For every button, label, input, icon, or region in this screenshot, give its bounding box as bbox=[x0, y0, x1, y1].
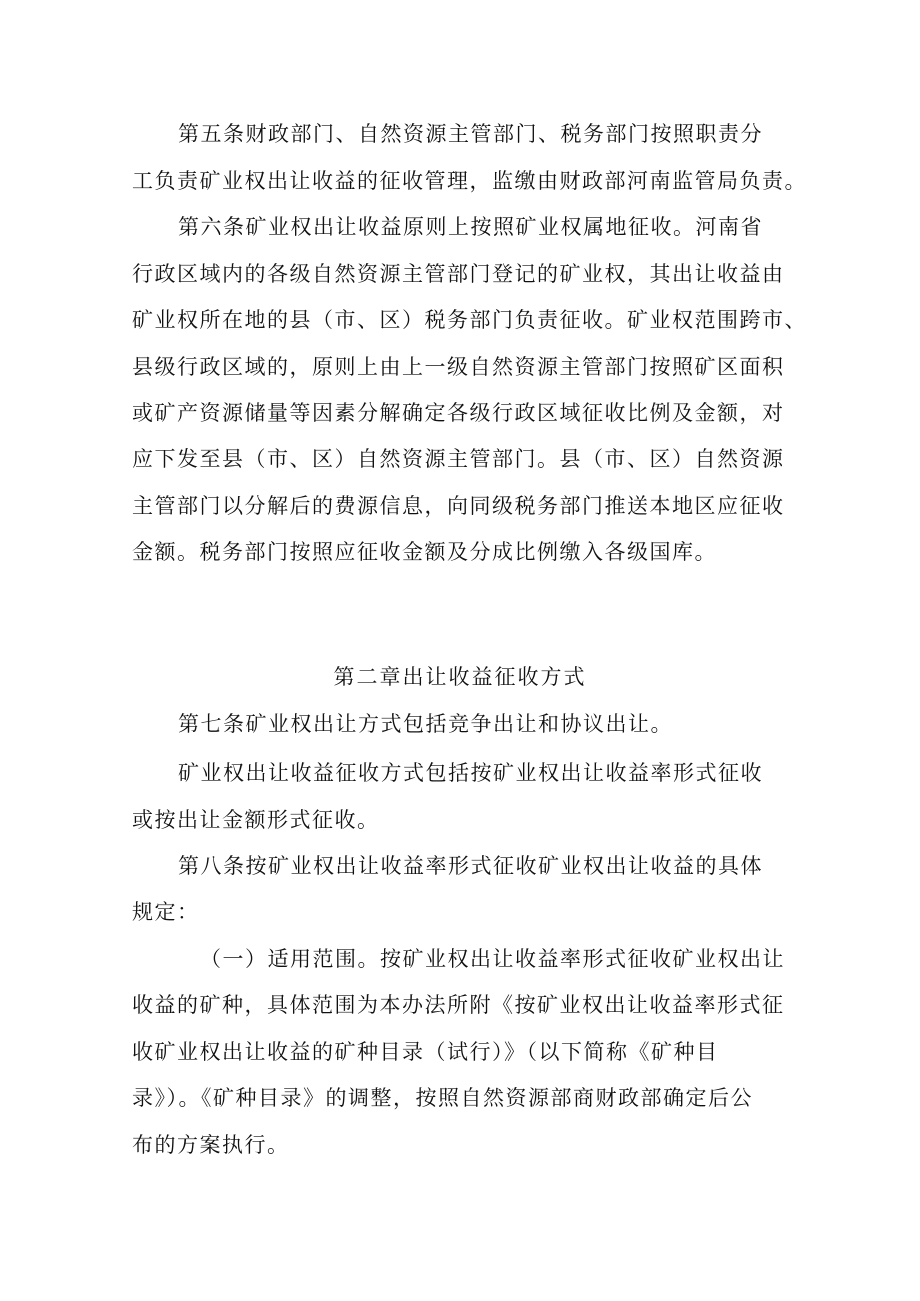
article-6-line-7: 主管部门以分解后的费源信息，向同级税务部门推送本地区应征收 bbox=[132, 494, 785, 518]
item-1-line-2: 收益的矿种，具体范围为本办法所附《按矿业权出让收益率形式征 bbox=[132, 993, 785, 1017]
article-6-line-6: 应下发至县（市、区）自然资源主管部门。县（市、区）自然资源 bbox=[132, 447, 785, 471]
article-6-line-8: 金额。税务部门按照应征收金额及分成比例缴入各级国库。 bbox=[132, 540, 717, 564]
article-6-line-1: 第六条矿业权出让收益原则上按照矿业权属地征收。河南省 bbox=[178, 215, 763, 239]
item-1-line-5: 布的方案执行。 bbox=[132, 1133, 290, 1157]
collection-para-line-1: 矿业权出让收益征收方式包括按矿业权出让收益率形式征收 bbox=[178, 761, 763, 785]
article-6-line-3: 矿业权所在地的县（市、区）税务部门负责征收。矿业权范围跨市、 bbox=[132, 308, 807, 332]
article-6-line-2: 行政区域内的各级自然资源主管部门登记的矿业权，其出让收益由 bbox=[132, 262, 785, 286]
article-6-line-5: 或矿产资源储量等因素分解确定各级行政区域征收比例及金额，对 bbox=[132, 401, 785, 425]
article-6-line-4: 县级行政区域的，原则上由上一级自然资源主管部门按照矿区面积 bbox=[132, 355, 785, 379]
chapter-2-title: 第二章出让收益征收方式 bbox=[333, 665, 587, 689]
article-8-line-1: 第八条按矿业权出让收益率形式征收矿业权出让收益的具体 bbox=[178, 854, 763, 878]
collection-para-line-2: 或按出让金额形式征收。 bbox=[132, 808, 380, 832]
article-5-line-2: 工负责矿业权出让收益的征收管理，监缴由财政部河南监管局负责。 bbox=[132, 169, 807, 193]
article-7-line-1: 第七条矿业权出让方式包括竞争出让和协议出让。 bbox=[178, 712, 673, 736]
item-1-line-3: 收矿业权出让收益的矿种目录（试行）》（以下简称《矿种目 bbox=[132, 1040, 719, 1064]
article-5-line-1: 第五条财政部门、自然资源主管部门、税务部门按照职责分 bbox=[178, 122, 763, 146]
item-1-line-4: 录》）。《矿种目录》的调整，按照自然资源部商财政部确定后公 bbox=[132, 1086, 753, 1110]
item-1-line-1: （一）适用范围。按矿业权出让收益率形式征收矿业权出让 bbox=[200, 947, 785, 971]
article-8-line-2: 规定： bbox=[132, 900, 200, 924]
